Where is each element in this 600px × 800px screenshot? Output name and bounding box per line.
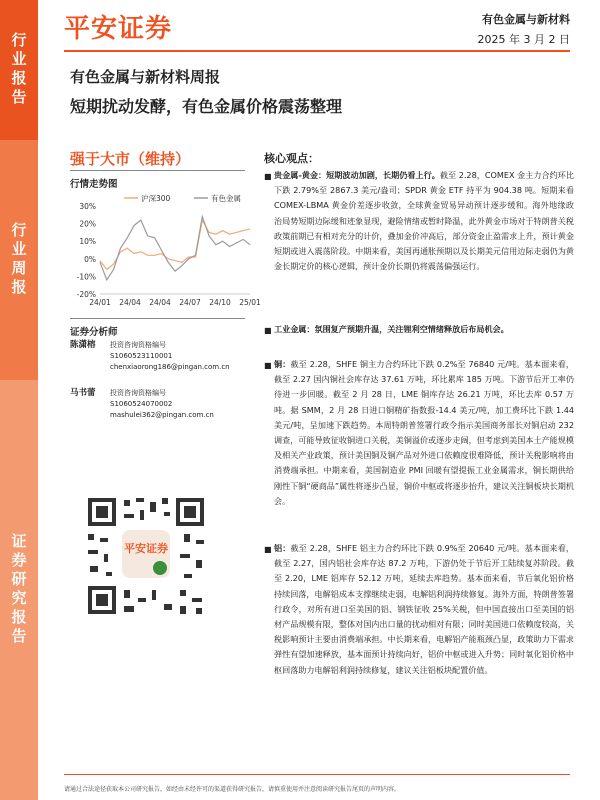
bullet-icon: ■	[264, 326, 272, 335]
section-body: 截至 2.28，COMEX 金主力合约环比下跌 2.79%至 2867.3 美元/盎司；SPDR 黄金 ETF 持平为 904.38 吨。短期来看 COMEX-LBMA 黄金价差逐步收敛，全球黄金贸易异动预计逐步缓和。海外地缘政治局势短期边际缓和迹象显现，避险情绪或暂时降温，此外黄金市场对于特朗普关税政策前期已有相对充分的计价，叠加金价冲高后，部分资金止盈需求上升，预计黄金短期或进入震荡阶段。中期来看，美国再通胀预期以及长期美元信用边际走弱仍为黄金长期定价的核心逻辑，预计金价长期仍将震荡偏强运行。	[274, 170, 574, 272]
qr-code[interactable]	[84, 494, 208, 618]
analyst-email[interactable]: chenxiaorong186@pingan.com.cn	[110, 363, 230, 371]
section-industrial-metals	[274, 322, 574, 337]
section-precious-metals	[274, 168, 574, 274]
divider	[70, 170, 245, 171]
legend-label: 沪深300	[141, 194, 171, 203]
legend-label: 有色金属	[211, 194, 241, 203]
y-tick-label: 0%	[84, 254, 96, 264]
report-date: 2025 年 3 月 2 日	[477, 33, 570, 46]
footer-divider	[64, 774, 570, 775]
section-heading: 铜：	[274, 359, 291, 369]
header-divider	[64, 50, 570, 52]
footer-disclaimer: 请通过合法途径获取本公司研究报告，如经由未经许可的渠道获得研究报告，请慎重使用并注意阅读研究报告尾页的声明内容。	[64, 786, 401, 793]
y-tick-label: -10%	[76, 272, 96, 282]
analyst-email[interactable]: mashulei362@pingan.com.cn	[110, 411, 214, 419]
x-tick-label: 24/10	[209, 298, 231, 307]
x-tick-label: 24/04	[119, 298, 141, 307]
section-heading: 工业金属：氛围复产预期升温，关注锂利空情绪释放后布局机会。	[274, 324, 509, 334]
core-views-title: 核心观点：	[264, 152, 319, 165]
sidebar-label: 行业周报	[9, 222, 28, 298]
qr-logo-text: 平安证券	[124, 542, 168, 555]
sidebar-block-research	[0, 380, 38, 800]
analyst-section-title: 证券分析师	[70, 327, 118, 338]
analyst-cert: S1060524070002	[110, 400, 173, 408]
section-heading: 铝：	[274, 543, 291, 553]
analyst-cert-label: 投资咨询资格编号	[110, 341, 166, 349]
y-tick-label: 20%	[79, 219, 96, 229]
analyst-name: 马书蕾	[70, 388, 96, 398]
x-tick-label: 24/04	[149, 298, 171, 307]
x-tick-label: 25/01	[239, 298, 261, 307]
divider	[70, 318, 245, 319]
report-headline: 短期扰动发酵，有色金属价格震荡整理	[70, 97, 343, 116]
doc-type: 有色金属与新材料	[482, 13, 570, 26]
sidebar-label: 证券研究报告	[9, 533, 28, 647]
bullet-icon: ■	[264, 172, 272, 181]
rating: 强于大市（维持）	[70, 150, 191, 168]
section-heading: 贵金属-黄金：短期波动加剧，长期仍看上行。	[274, 170, 440, 180]
trend-chart	[70, 190, 261, 310]
sidebar-block-report-type	[0, 0, 38, 140]
section-body: 截至 2.28，SHFE 铝主力合约环比下跌 0.9%至 20640 元/吨。基本面来看，截至 2.27，国内铝社会库存达 87.2 万吨，下游仍处于节后开工陆续复苏阶段。截至 2.20，LME 铝库存 52.12 万吨，延续去库趋势。基本面来看，节后氧化铝价格持续回落，电解铝成本支撑继续走弱，电解铝利润持续修复。海外方面，特朗普签署行政令，对所有进口至美国的铝、钢铁征收 25%关税，但中国直接出口至美国的铝材产品规模有限，整体对国内出口量的扰动相对有限；同时美国进口依赖度较高，关税影响预计主要由消费端承担。中长期来看，电解铝产能瓶颈凸显，政策助力下需求弹性有望加速释放，基本面预计持续向好，铝价中枢或进入升势；同时氧化铝价格中枢回落助力电解铝利润持续修复，建议关注铝板块配置价值。	[274, 543, 574, 675]
sidebar	[0, 0, 38, 800]
sidebar-block-weekly	[0, 140, 38, 380]
analyst-cert: S1060523110001	[110, 352, 173, 360]
section-aluminum	[274, 541, 574, 678]
section-copper	[274, 357, 574, 509]
y-tick-label: 10%	[79, 237, 96, 247]
report-series-title: 有色金属与新材料周报	[70, 68, 221, 86]
analyst-cert-label: 投资咨询资格编号	[110, 389, 166, 397]
analyst-name: 陈潇榕	[70, 340, 96, 350]
bullet-icon: ■	[264, 361, 272, 370]
header-meta	[478, 10, 570, 50]
trend-chart-title: 行情走势图	[70, 179, 118, 190]
y-tick-label: -20%	[76, 290, 96, 299]
section-body: 截至 2.28，SHFE 铜主力合约环比下跌 0.2%至 76840 元/吨。基本面来看，截至 2.27 国内铜社会库存达 37.61 万吨，环比累库 185 万吨。下游节后开工率仍待进一步回暖。截至 2 月 28 日，LME 铜库存达 26.21 万吨，环比去库 0.57 万吨。据 SMM，2 月 28 日进口铜精矿指数报-14.4 美元/吨，加工费环比下跌 1.44 美元/吨，呈加速下跌趋势。本周特朗普签署行政令指示美国商务部长对铜启动 232 调查，可能导致征收铜进口关税，美铜溢价或逐步走阔，但考虑到美国本土产能规模及相关产业政策，预计美国铜及铜产品对外进口依赖度很难降低，预计关税影响将由消费端承担。中期来看，美国制造业 PMI 回暖有望提振工业金属需求，铜长期供给刚性下铜“硬商品”属性将逐步凸显，铜价中枢或将逐步抬升，建议关注铜板块长期机会。	[274, 359, 574, 506]
series-line-2	[100, 217, 250, 280]
bullet-icon: ■	[264, 545, 272, 554]
x-tick-label: 24/07	[179, 298, 201, 307]
sidebar-label: 行业报告	[9, 32, 28, 108]
x-tick-label: 24/01	[89, 298, 111, 307]
company-logo: 平安证券	[64, 14, 173, 44]
y-tick-label: 30%	[79, 202, 96, 211]
